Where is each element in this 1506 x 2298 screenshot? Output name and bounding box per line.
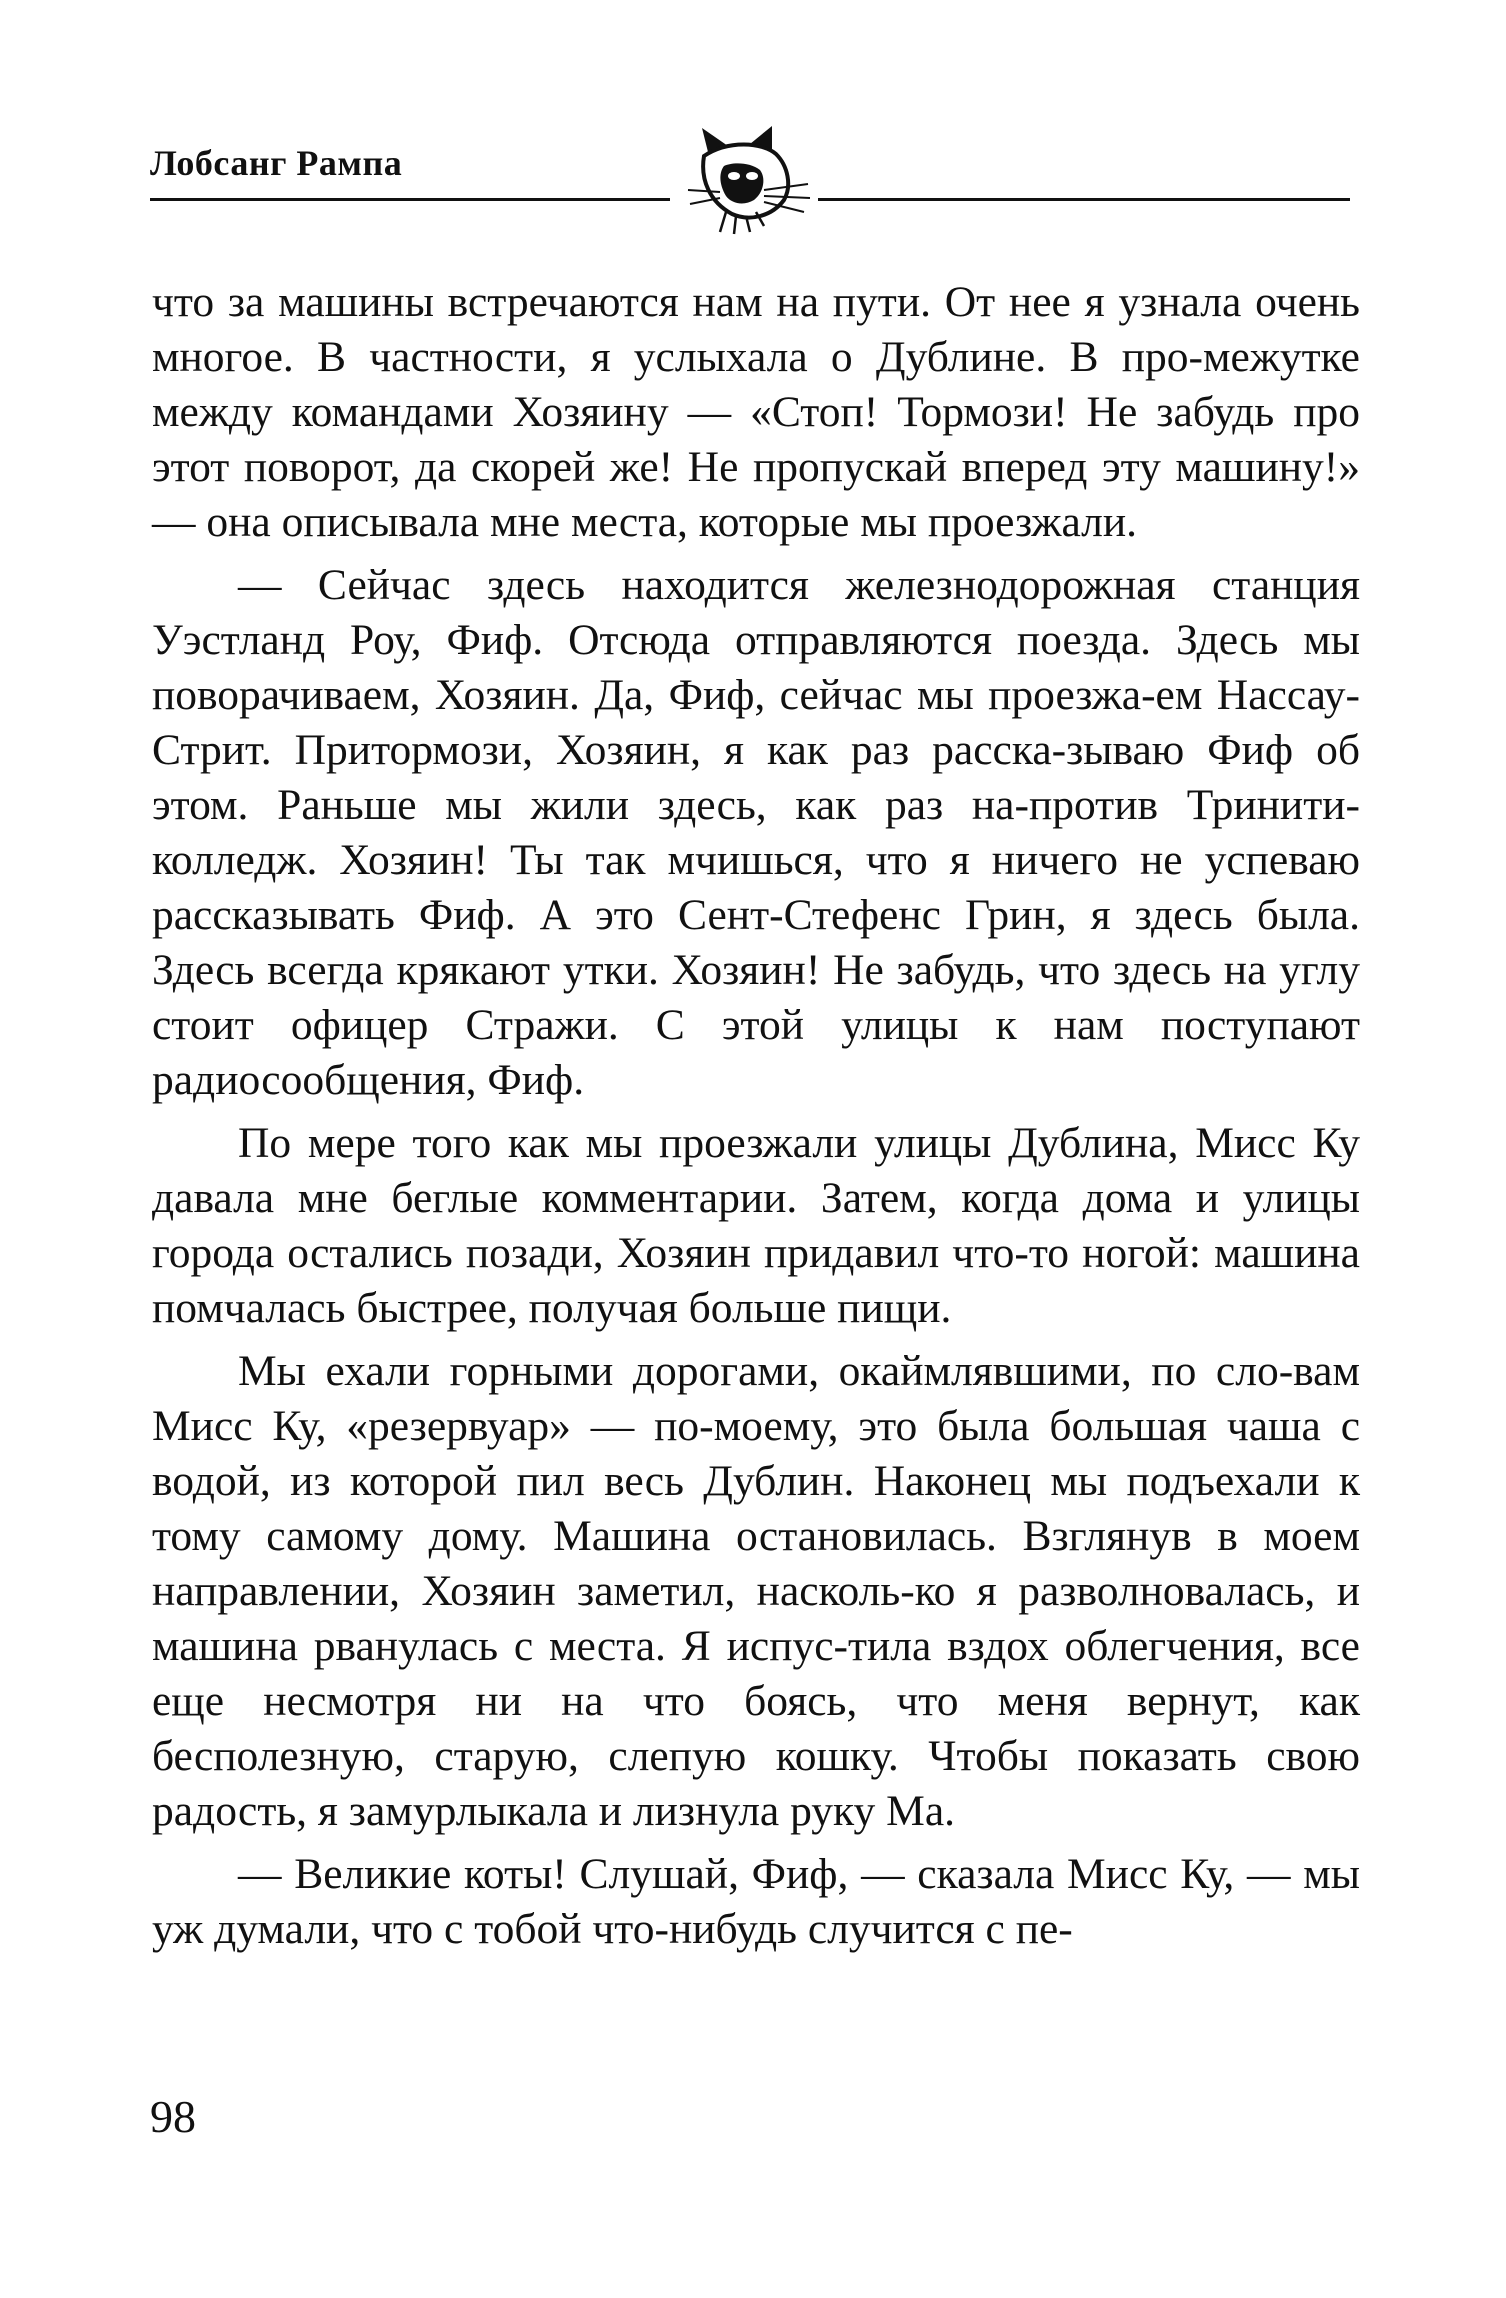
header-rule-right: [818, 198, 1350, 201]
paragraph: Мы ехали горными дорогами, окаймлявшими, по сло-вам Мисс Ку, «резервуар» — по-моему, это была большая чаша с водой, из которой пил весь Дублин. Наконец мы подъехали к тому самому дому. Машина остановилась. Взглянув в моем направлении, Хозяин заметил, насколь-ко я разволновалась, и машина рванулась с места. Я испус-тила вздох облегчения, все еще несмотря ни на что боясь, что меня вернут, как бесполезную, старую, слепую кошку. Чтобы показать свою радость, я замурлыкала и лизнула руку Ма.: [152, 1347, 1360, 1835]
header-rule-left: [150, 198, 670, 201]
siamese-cat-head-icon: [680, 120, 815, 235]
page-body: [152, 275, 1360, 1965]
paragraph: — Великие коты! Слушай, Фиф, — сказала Мисс Ку, — мы уж думали, что с тобой что-нибудь случится с пе-: [152, 1850, 1360, 1953]
running-title: Лобсанг Рампа: [150, 143, 403, 183]
paragraph: — Сейчас здесь находится железнодорожная станция Уэстланд Роу, Фиф. Отсюда отправляются поезда. Здесь мы поворачиваем, Хозяин. Да, Фиф, сейчас мы проезжа-ем Нассау-Стрит. Притормози, Хозяин, я как раз расска-зываю Фиф об этом. Раньше мы жили здесь, как раз на-против Тринити-колледж. Хозяин! Ты так мчишься, что я ничего не успеваю рассказывать Фиф. А это Сент-Стефенс Грин, я здесь была. Здесь всегда крякают утки. Хозяин! Не забудь, что здесь на углу стоит офицер Стражи. С этой улицы к нам поступают радиосообщения, Фиф.: [152, 561, 1360, 1104]
paragraph: По мере того как мы проезжали улицы Дублина, Мисс Ку давала мне беглые комментарии. Затем, когда дома и улицы города остались позади, Хозяин придавил что-то ногой: машина помчалась быстрее, получая больше пищи.: [152, 1119, 1360, 1332]
page-number: 98: [150, 2091, 196, 2142]
paragraph: что за машины встречаются нам на пути. От нее я узнала очень многое. В частности, я услыхала о Дублине. В про-межутке между командами Хозяину — «Стоп! Тормози! Не забудь про этот поворот, да скорей же! Не пропускай вперед эту машину!» — она описывала мне места, которые мы проезжали.: [152, 278, 1360, 546]
running-header: [150, 120, 1350, 240]
